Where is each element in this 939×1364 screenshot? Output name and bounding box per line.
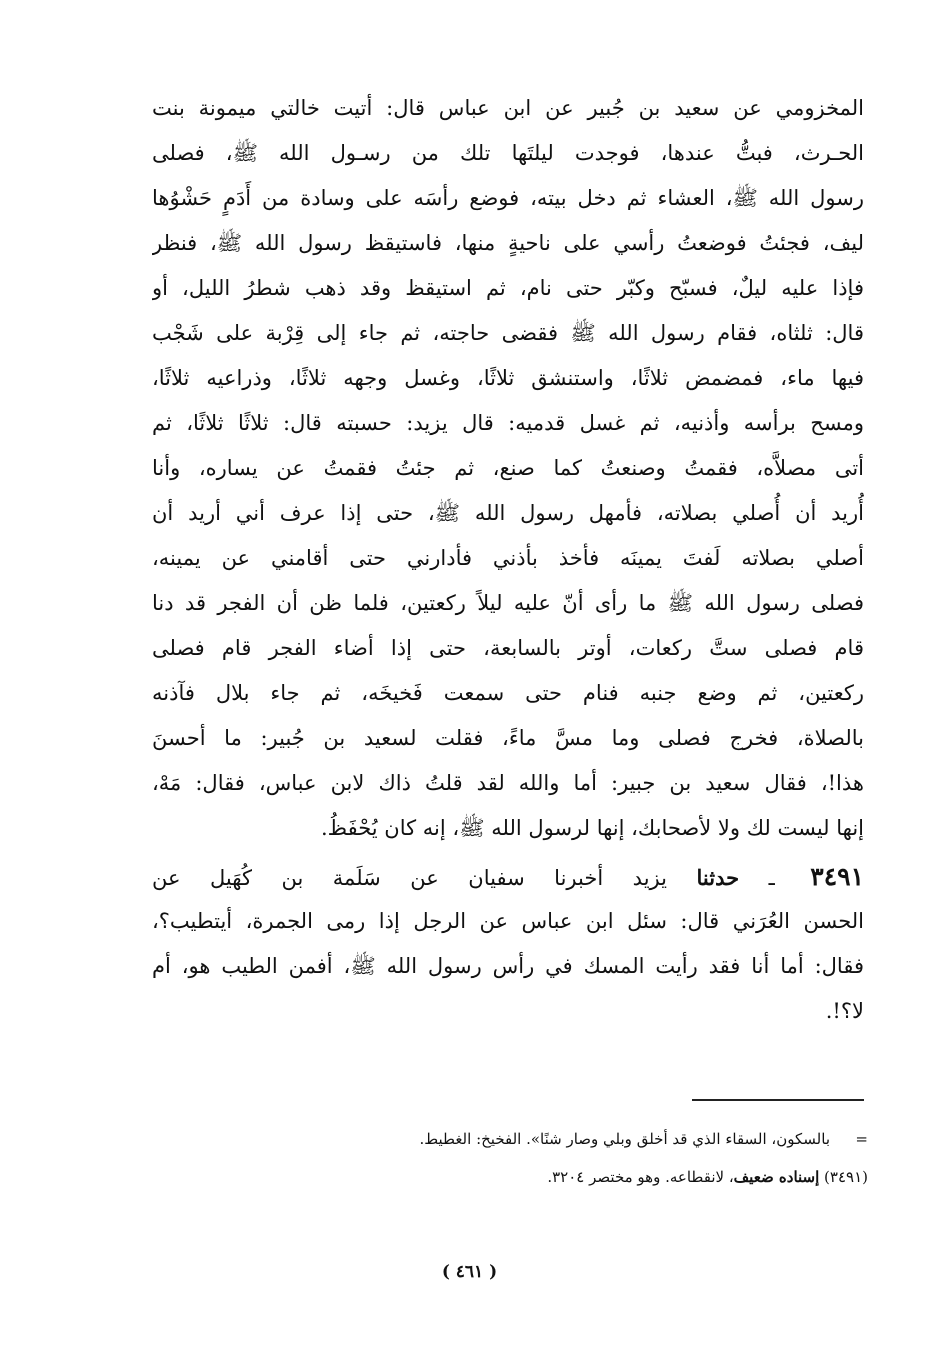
text-line: المخزومي عن سعيد بن جُبير عن ابن عباس قال: أتيت خالتي ميمونة بنت	[152, 96, 864, 120]
footnote-text: ، لانقطاعه. وهو مختصر ٣٢٠٤.	[547, 1168, 734, 1186]
text-line: هذا!، فقال سعيد بن جبير: أما والله لقد قلتُ ذاك لابن عباس، فقال: مَهْ،	[152, 771, 864, 795]
text-line: أصلي بصلاته لَفتَ يمينَه فأخذ بأذني فأدارني حتى أقامني عن يمينه،	[152, 546, 864, 570]
text-line: ليف، فجئتُ فوضعتُ رأسي على ناحيةٍ منها، فاستيقظ رسول الله ﷺ، فنظر	[152, 231, 864, 255]
footnote-separator	[692, 1099, 864, 1101]
text-line: إنها ليست لك ولا لأصحابك، إنها لرسول الله ﷺ، إنه كان يُحْفَظُ.	[321, 816, 864, 840]
text-line: ومسح برأسه وأذنيه، ثم غسل قدميه: قال يزيد: حسبته قال: ثلاثًا ثلاثًا، ثم	[152, 411, 864, 435]
text-line: فقال: أما أنا فقد رأيت المسك في رأس رسول الله ﷺ، أفمن الطيب هو، أم	[152, 954, 864, 978]
page-number: ( ٤٦١ )	[441, 1262, 498, 1282]
text-line: أتى مصلاَّه، فقمتُ وصنعتُ كما صنع، ثم جئتُ فقمتُ عن يساره، وأنا	[152, 456, 864, 480]
footnotes	[300, 1120, 868, 1196]
text-line: لا؟!.	[825, 999, 864, 1023]
hadith-first-line-text: يزيد أخبرنا سفيان عن سَلَمة بن كُهَيل عن	[152, 866, 697, 890]
text-line: فصلى رسول الله ﷺ ما رأى أنّ عليه ليلاً ركعتين، فلما ظن أن الفجر قد دنا	[152, 591, 864, 615]
text-line: بالصلاة، فخرج فصلى وما مسَّ ماءً، فقلت لسعيد بن جُبير: ما أحسنَ	[152, 726, 864, 750]
hadith-keyword: حدثنا	[696, 865, 740, 890]
footnote-grading: إسناده ضعيف	[733, 1168, 820, 1186]
hadith-heading-line	[152, 854, 864, 899]
text-line: قال: ثلثاه، فقام رسول الله ﷺ فقضى حاجته، ثم جاء إلى قِرْبة على شَجْب	[152, 321, 864, 345]
main-text	[152, 86, 864, 1034]
hadith-number: ٣٤٩١	[810, 862, 864, 891]
footnote-ref: (٣٤٩١)	[819, 1168, 868, 1186]
text-line: قام فصلى ستَّ ركعات، أوتر بالسابعة، حتى إذا أضاء الفجر قام فصلى	[152, 636, 864, 660]
text-line: رسول الله ﷺ، العشاء ثم دخل بيته، فوضع رأسَه على وسادة من أَدَمٍ حَشْوُها	[152, 186, 864, 210]
footnote-text: بالسكون، السقاء الذي قد أخلق وبلي وصار شنًا». الفخيخ: الغطيط.	[419, 1130, 830, 1148]
footnote-line	[300, 1158, 868, 1196]
hadith-dash: ـ	[739, 866, 805, 890]
text-line: فإذا عليه ليلٌ، فسبّح وكبّر حتى نام، ثم استيقظ وقد ذهب شطرُ الليل، أو	[152, 276, 864, 300]
text-line: أُريد أن أُصلي بصلاته، فأمهل رسول الله ﷺ، حتى إذا عرف أني أريد أن	[152, 501, 864, 525]
footnote-continuation-marker: =	[855, 1130, 868, 1148]
text-line: ركعتين، ثم وضع جنبه فنام حتى سمعت فَخيخَه، ثم جاء بلال فآذنه	[152, 681, 864, 705]
footnote-line	[300, 1120, 868, 1158]
text-line: فيها ماء، فمضمض ثلاثًا، واستنشق ثلاثًا، وغسل وجهه ثلاثًا، وذراعيه ثلاثًا،	[152, 366, 864, 390]
text-line: الحـرث، فبتُّ عندها، فوجدت ليلتَها تلك من رسـول الله ﷺ، فصلى	[152, 141, 864, 165]
text-line: الحسن العُرَني قال: سئل ابن عباس عن الرجل إذا رمى الجمرة، أيتطيب؟،	[152, 909, 864, 933]
